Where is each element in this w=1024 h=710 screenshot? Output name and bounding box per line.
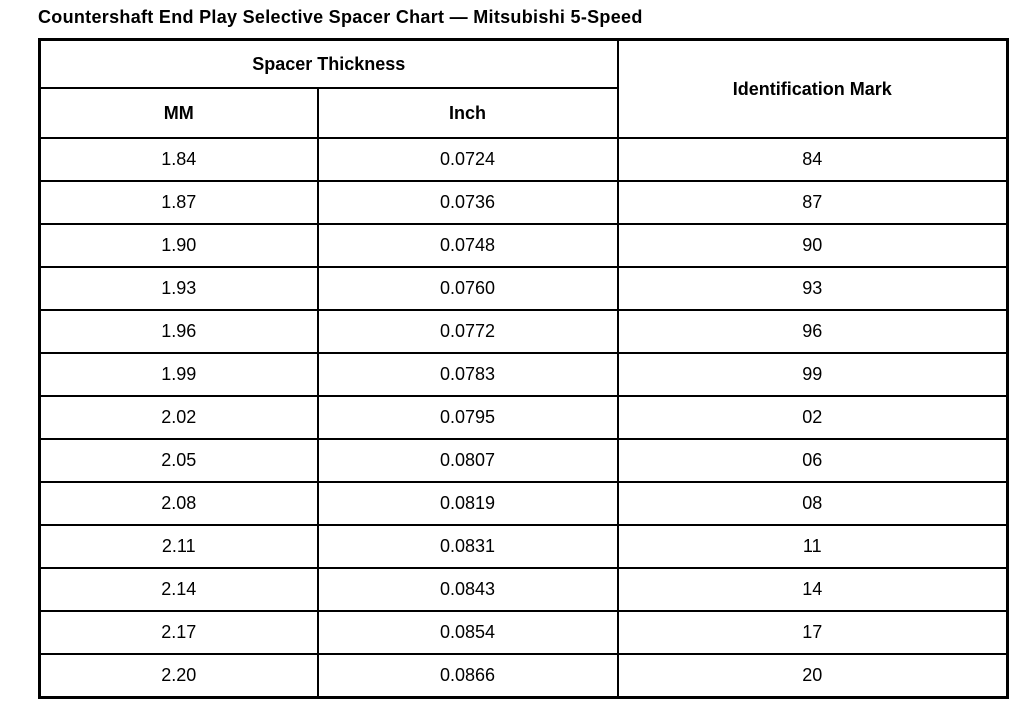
identification-mark-cell: 17 — [618, 611, 1008, 654]
mm-cell: 1.96 — [40, 310, 318, 353]
mm-cell: 1.87 — [40, 181, 318, 224]
chart-title: Countershaft End Play Selective Spacer Chart — Mitsubishi 5-Speed — [38, 7, 643, 27]
identification-mark-cell: 84 — [618, 138, 1008, 181]
mm-header: MM — [40, 88, 318, 138]
mm-cell: 2.11 — [40, 525, 318, 568]
mm-cell: 1.84 — [40, 138, 318, 181]
inch-cell: 0.0795 — [318, 396, 618, 439]
inch-cell: 0.0748 — [318, 224, 618, 267]
inch-cell: 0.0854 — [318, 611, 618, 654]
inch-cell: 0.0772 — [318, 310, 618, 353]
identification-mark-cell: 90 — [618, 224, 1008, 267]
table-row — [40, 224, 1008, 267]
identification-mark-cell: 08 — [618, 482, 1008, 525]
table-row — [40, 568, 1008, 611]
mm-cell: 2.14 — [40, 568, 318, 611]
group-header-row — [40, 40, 1008, 89]
inch-cell: 0.0736 — [318, 181, 618, 224]
inch-cell: 0.0760 — [318, 267, 618, 310]
mm-cell: 1.99 — [40, 353, 318, 396]
mm-cell: 2.20 — [40, 654, 318, 698]
inch-cell: 0.0783 — [318, 353, 618, 396]
inch-cell: 0.0831 — [318, 525, 618, 568]
table-row — [40, 353, 1008, 396]
inch-cell: 0.0724 — [318, 138, 618, 181]
identification-mark-cell: 87 — [618, 181, 1008, 224]
table-row — [40, 181, 1008, 224]
table-row — [40, 267, 1008, 310]
identification-mark-cell: 02 — [618, 396, 1008, 439]
identification-mark-cell: 96 — [618, 310, 1008, 353]
identification-mark-cell: 20 — [618, 654, 1008, 698]
identification-mark-cell: 14 — [618, 568, 1008, 611]
mm-cell: 2.02 — [40, 396, 318, 439]
identification-mark-cell: 93 — [618, 267, 1008, 310]
mm-cell: 2.17 — [40, 611, 318, 654]
identification-mark-header: Identification Mark — [618, 40, 1008, 139]
inch-cell: 0.0866 — [318, 654, 618, 698]
table-row — [40, 439, 1008, 482]
inch-cell: 0.0819 — [318, 482, 618, 525]
table-row — [40, 310, 1008, 353]
identification-mark-cell: 06 — [618, 439, 1008, 482]
identification-mark-cell: 99 — [618, 353, 1008, 396]
mm-cell: 2.05 — [40, 439, 318, 482]
table-row — [40, 138, 1008, 181]
spacer-thickness-header: Spacer Thickness — [40, 40, 618, 89]
table-row — [40, 482, 1008, 525]
inch-header: Inch — [318, 88, 618, 138]
table-body — [40, 138, 1008, 698]
identification-mark-cell: 11 — [618, 525, 1008, 568]
table-row — [40, 654, 1008, 698]
inch-cell: 0.0807 — [318, 439, 618, 482]
table-row — [40, 396, 1008, 439]
table-row — [40, 525, 1008, 568]
spacer-chart-table — [38, 38, 1009, 699]
mm-cell: 1.93 — [40, 267, 318, 310]
mm-cell: 1.90 — [40, 224, 318, 267]
inch-cell: 0.0843 — [318, 568, 618, 611]
mm-cell: 2.08 — [40, 482, 318, 525]
table-row — [40, 611, 1008, 654]
